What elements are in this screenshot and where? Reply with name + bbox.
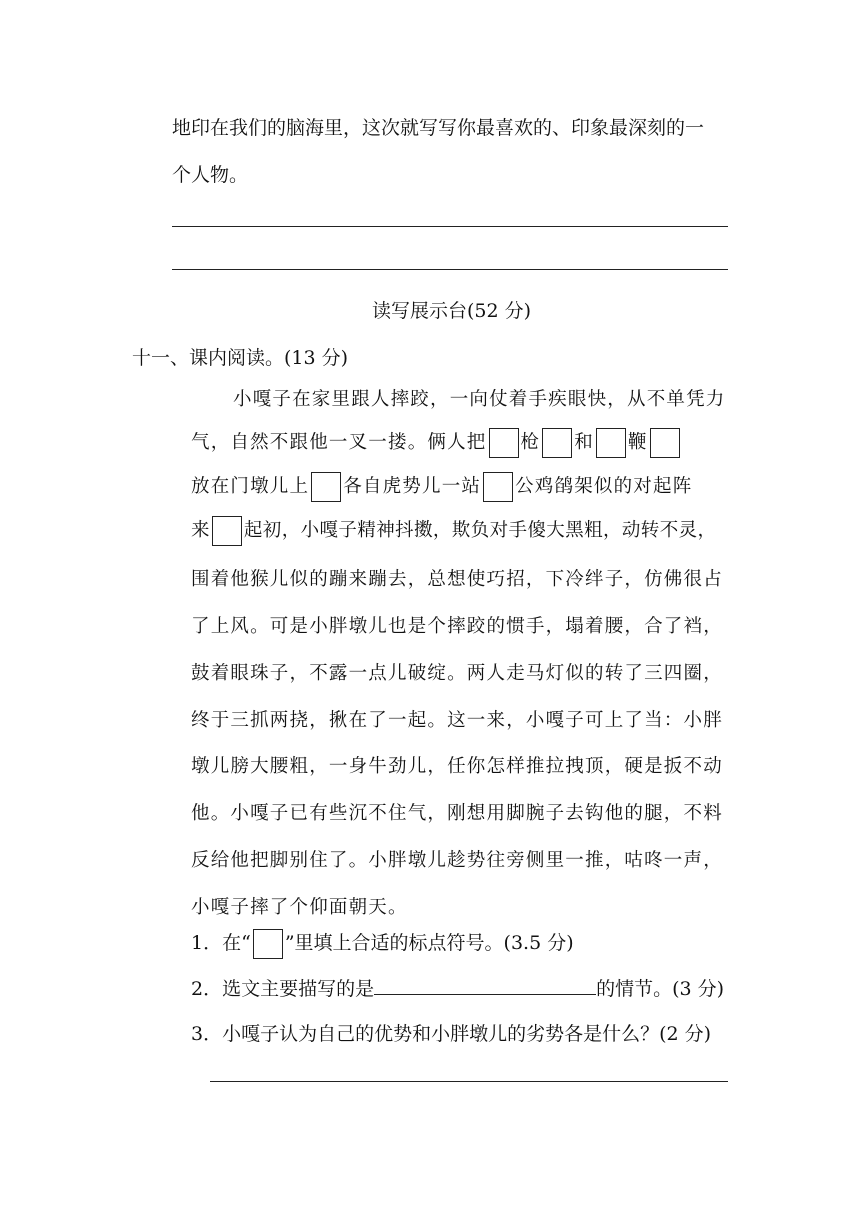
passage-line-4 — [191, 516, 729, 546]
answer-line-1[interactable] — [172, 226, 728, 227]
punctuation-box[interactable] — [542, 428, 572, 458]
passage-line-6: 了上风。可是小胖墩儿也是个摔跤的惯手，塌着腰，合了裆， — [191, 616, 723, 637]
passage-line-8: 终于三抓两挠，揪在了一起。这一来，小嘎子可上了当：小胖 — [191, 710, 723, 731]
passage-line-1: 小嘎子在家里跟人摔跤，一向仗着手疾眼快，从不单凭力 — [233, 389, 726, 410]
question-text: 1．在“ — [191, 932, 251, 954]
passage-line-7: 鼓着眼珠子，不露一点儿破绽。两人走马灯似的转了三四圈， — [191, 663, 723, 684]
punctuation-box[interactable] — [650, 428, 680, 458]
intro-line-1: 地印在我们的脑海里，这次就写写你最喜欢的、印象最深刻的一 — [172, 117, 705, 139]
question-text: 2．选文主要描写的是 — [191, 978, 375, 1000]
passage-text: 来 — [191, 520, 210, 541]
passage-text: 枪 — [520, 432, 541, 453]
punctuation-box[interactable] — [489, 428, 519, 458]
passage-text: 起初，小嘎子精神抖擞，欺负对手傻大黑粗，动转不灵， — [243, 520, 717, 541]
passage-line-12: 小嘎子摔了个仰面朝天。 — [191, 897, 408, 918]
question-2 — [191, 974, 724, 1001]
passage-line-5: 围着他猴儿似的蹦来蹦去，总想使巧招，下冷绊子，仿佛很占 — [191, 569, 723, 590]
question-3: 3．小嘎子认为自己的优势和小胖墩儿的劣势各是什么？(2 分) — [191, 1023, 712, 1045]
answer-line-2[interactable] — [172, 269, 728, 270]
passage-text: 气，自然不跟他一叉一搂。俩人把 — [191, 432, 487, 453]
passage-text: 公鸡鹐架似的对起阵 — [515, 476, 693, 497]
question-1 — [191, 928, 574, 959]
passage-text: 放在门墩儿上 — [191, 476, 310, 497]
passage-text: 和 — [574, 432, 594, 453]
passage-line-10: 他。小嘎子已有些沉不住气，刚想用脚腕子去钩他的腿，不料 — [191, 803, 723, 824]
punctuation-box[interactable] — [483, 472, 513, 502]
section-title: 读写展示台(52 分) — [372, 300, 532, 322]
question-text: ”里填上合适的标点符号。(3.5 分) — [284, 932, 574, 954]
passage-line-2 — [191, 428, 729, 458]
question-text: 的情节。(3 分) — [596, 978, 725, 1000]
intro-line-2: 个人物。 — [172, 164, 249, 186]
example-box — [253, 929, 283, 959]
passage-line-3 — [191, 472, 729, 502]
answer-blank[interactable] — [374, 976, 596, 995]
punctuation-box[interactable] — [311, 472, 341, 502]
passage-text: 各自虎势儿一站 — [343, 476, 482, 497]
passage-line-9: 墩儿膀大腰粗，一身牛劲儿，任你怎样推拉拽顶，硬是扳不动 — [191, 756, 723, 777]
passage-text: 鞭 — [627, 432, 648, 453]
answer-line-3[interactable] — [210, 1081, 728, 1082]
punctuation-box[interactable] — [212, 516, 242, 546]
question-heading: 十一、课内阅读。(13 分) — [132, 347, 349, 369]
passage-line-11: 反给他把脚别住了。小胖墩儿趁势往旁侧里一推，咕咚一声， — [191, 850, 723, 871]
punctuation-box[interactable] — [596, 428, 626, 458]
